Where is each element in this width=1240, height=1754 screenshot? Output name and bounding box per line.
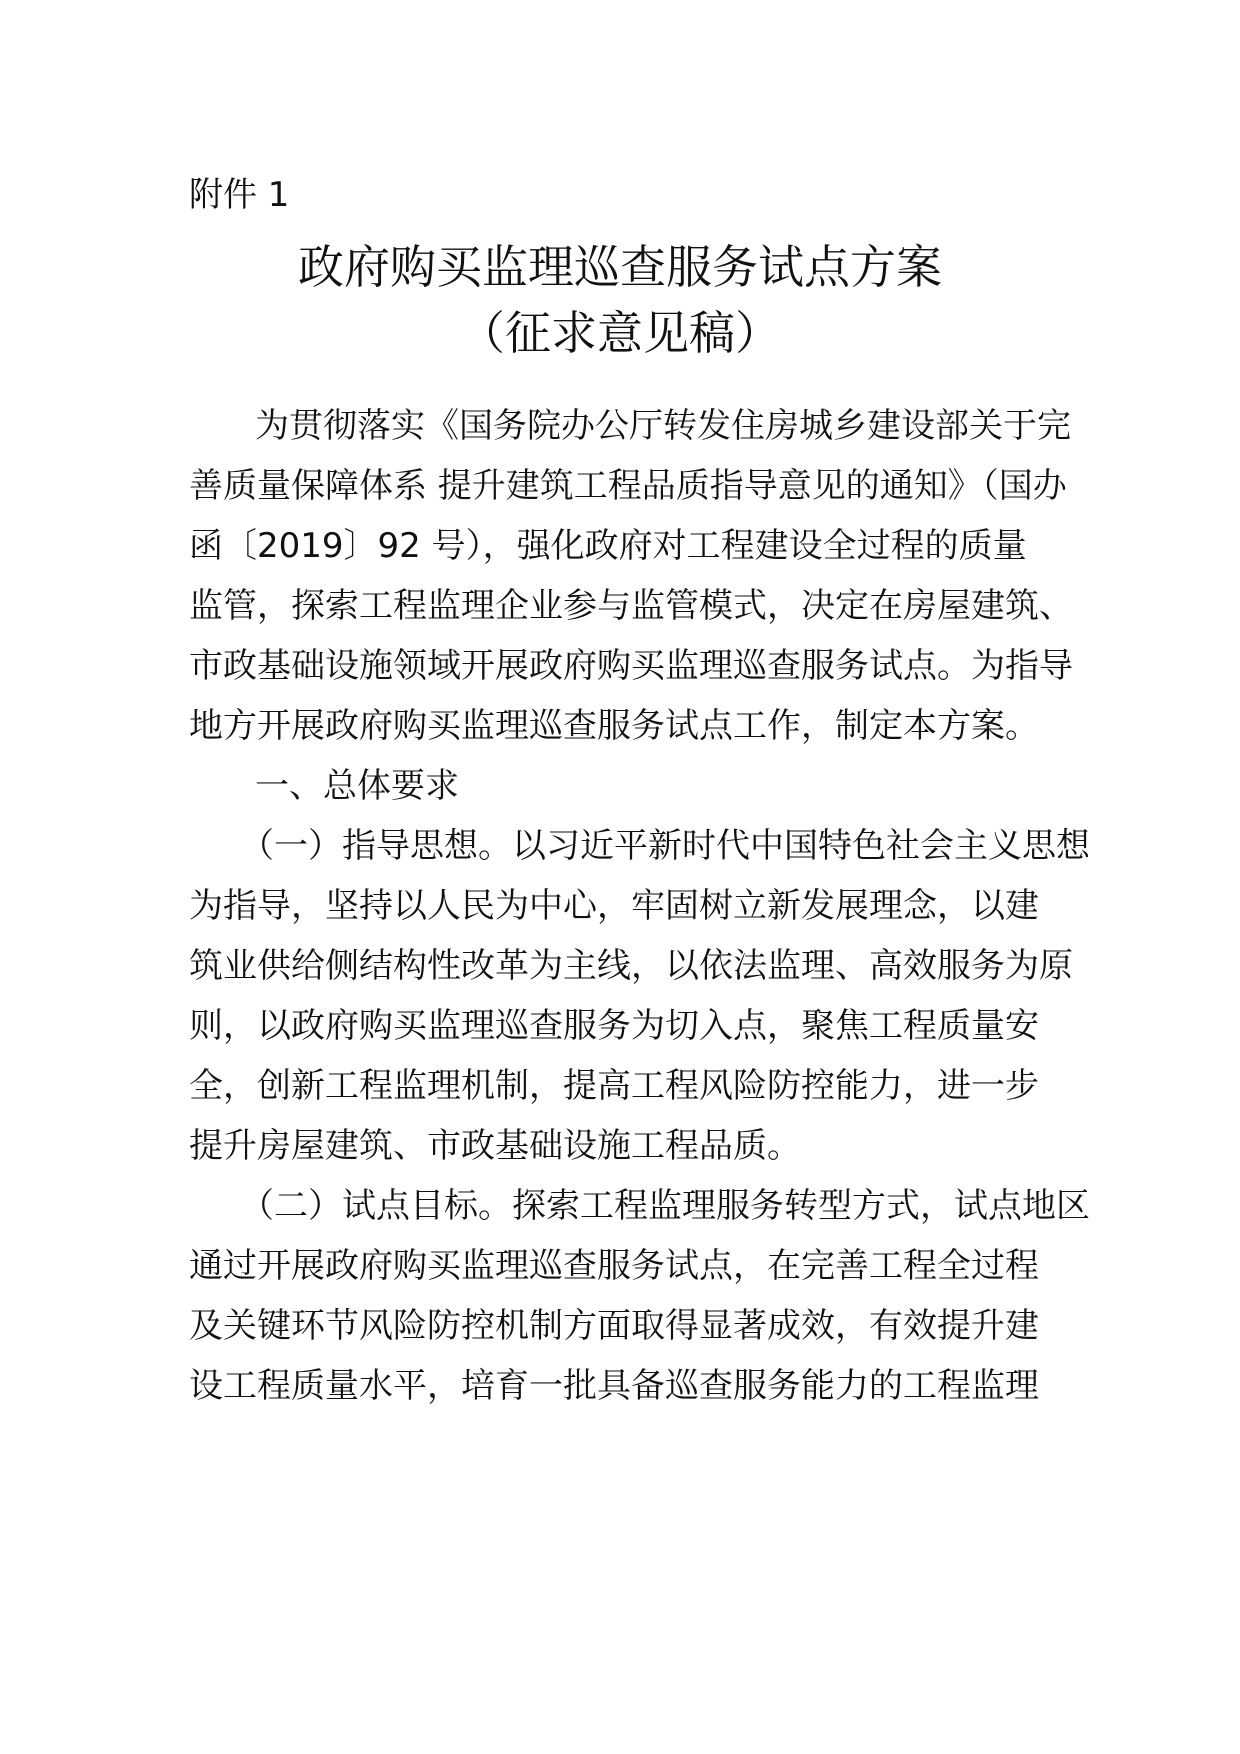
body-line: 监管，探索工程监理企业参与监管模式，决定在房屋建筑、 <box>189 586 1073 626</box>
document-title: 政府购买监理巡查服务试点方案 <box>298 240 942 294</box>
body-line: 全，创新工程监理机制，提高工程风险防控能力，进一步 <box>189 1066 1039 1106</box>
body-line: 筑业供给侧结构性改革为主线，以依法监理、高效服务为原 <box>189 946 1073 986</box>
body-line: 设工程质量水平，培育一批具备巡查服务能力的工程监理 <box>189 1366 1039 1406</box>
body-line: 及关键环节风险防控机制方面取得显著成效，有效提升建 <box>189 1306 1039 1346</box>
body-line: 通过开展政府购买监理巡查服务试点，在完善工程全过程 <box>189 1246 1039 1286</box>
document-subtitle: （征求意见稿） <box>459 306 781 360</box>
body-line: 提升房屋建筑、市政基础设施工程品质。 <box>189 1126 801 1166</box>
section-heading: 一、总体要求 <box>255 766 459 806</box>
attachment-label: 附件 1 <box>189 175 290 215</box>
body-line: 善质量保障体系 提升建筑工程品质指导意见的通知》（国办 <box>189 466 1067 506</box>
body-line: 为贯彻落实《国务院办公厅转发住房城乡建设部关于完 <box>255 406 1071 446</box>
body-line: 则，以政府购买监理巡查服务为切入点，聚焦工程质量安 <box>189 1006 1039 1046</box>
body-line: 函〔2019〕92 号），强化政府对工程建设全过程的质量 <box>189 526 1027 566</box>
body-line: 市政基础设施领域开展政府购买监理巡查服务试点。为指导 <box>189 646 1073 686</box>
body-line: （一）指导思想。以习近平新时代中国特色社会主义思想 <box>240 826 1090 866</box>
body-line: （二）试点目标。探索工程监理服务转型方式，试点地区 <box>240 1186 1090 1226</box>
body-line: 地方开展政府购买监理巡查服务试点工作，制定本方案。 <box>189 706 1039 746</box>
body-line: 为指导，坚持以人民为中心，牢固树立新发展理念，以建 <box>189 886 1039 926</box>
